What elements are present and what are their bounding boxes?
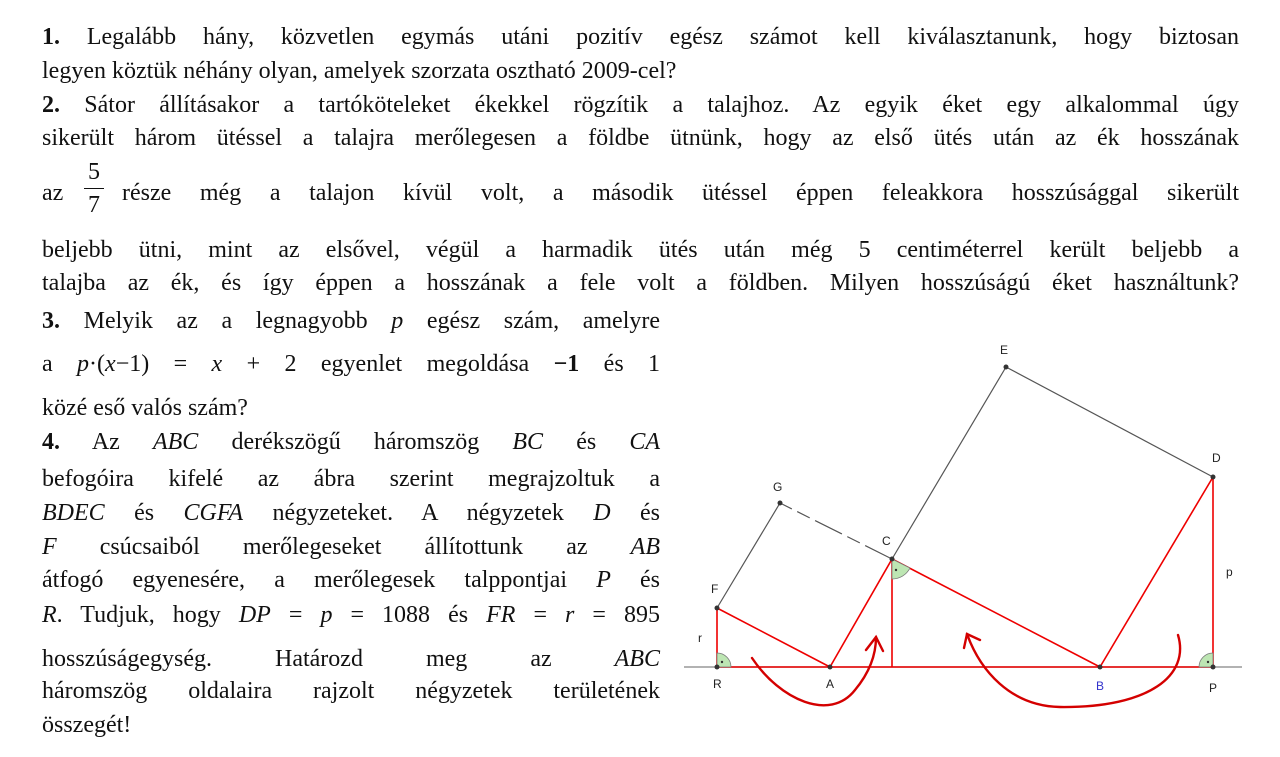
label-r: r [698,631,702,645]
problem-3-line-1: 3. Melyik az a legnagyobb p egész szám, amelyre [42,308,661,334]
problem-4-line-8: háromszög oldalaira rajzolt négyzetek területének [42,678,660,704]
fraction-numerator: 5 [88,159,100,185]
problem-4-line-6: R. Tudjuk, hogy DP = p = 1088 és FR = r = 895 [42,602,660,628]
right-angle-P [1199,653,1213,667]
right-angle-R [717,653,731,667]
label-P: P [1209,681,1218,695]
problem-2-line-1: 2. Sátor állításakor a tartóköteleket ékekkel rögzítik a talajhoz. Az egyik éket egy alkalommal úgy [42,92,1240,118]
problem-4-line-7: hosszúságegység. Határozd meg az ABC [42,646,660,672]
label-B: B [1096,679,1105,693]
problem-2-line-4: beljebb ütni, mint az elsővel, végül a harmadik ütés után még 5 centiméterrel került beljebb a [42,237,1239,263]
label-p: p [1226,565,1233,579]
problem-3-line-2: a p·(x−1) = x + 2 egyenlet megoldása −1 és 1 [42,351,661,377]
problem-4-line-5: átfogó egyenesére, a merőlegesek talppontjai P és [42,567,660,593]
label-G: G [773,480,783,494]
label-A: A [826,677,835,691]
problem-1-line-2: legyen köztük néhány olyan, amelyek szorzata osztható 2009-cel? [42,58,677,84]
label-F: F [711,582,719,596]
arc-arrow-left [752,637,883,705]
problem-4-line-2: befogóira kifelé az ábra szerint megrajzoltuk a [42,466,660,492]
problem-2-line-3: része még a talajon kívül volt, a második ütéssel éppen feleakkora hosszúsággal sikerült [122,180,1239,206]
fraction-five-sevenths [84,158,104,219]
problem-4-number: 4. [42,429,60,455]
fraction-bar [84,188,104,189]
right-angle-markers [717,559,1213,667]
problem-2-line-3-prefix: az [42,180,64,206]
arc-arrow-right [964,634,1180,707]
label-R: R [713,677,722,691]
square-BDEC [892,367,1213,559]
equation: p·(x−1) = x + 2 [77,351,297,377]
vertex-points [715,365,1216,670]
problem-1-line-1: 1. Legalább hány, közvetlen egymás utáni pozitív egész számot kell kiválasztanunk, hogy biztosan [42,24,1240,50]
problem-4-line-4: F csúcsaiból merőlegeseket állítottunk az AB [42,534,660,560]
problem-2-line-2: sikerült három ütéssel a talajra merőlegesen a földbe ütnünk, hogy az első ütés után az ék hosszának [42,125,1239,151]
problem-4-line-9: összegét! [42,712,132,738]
fraction-denominator: 7 [88,192,100,218]
label-D: D [1212,451,1221,465]
label-C: C [882,534,891,548]
problem-1-number: 1. [42,24,60,50]
problem-3-line-3: közé eső valós szám? [42,395,248,421]
geometry-figure [680,330,1248,720]
square-CGFA [717,503,892,608]
problem-4-line-1: 4. Az ABC derékszögű háromszög BC és CA [42,429,661,455]
problem-2-number: 2. [42,92,60,118]
right-angle-C [892,559,910,579]
label-E: E [1000,343,1009,357]
problem-4-line-3: BDEC és CGFA négyzeteket. A négyzetek D és [42,500,660,526]
problem-3-number: 3. [42,308,60,334]
problem-2-line-5: talajba az ék, és így éppen a hosszának a fele volt a földben. Milyen hosszúságú éket használtunk? [42,270,1239,296]
